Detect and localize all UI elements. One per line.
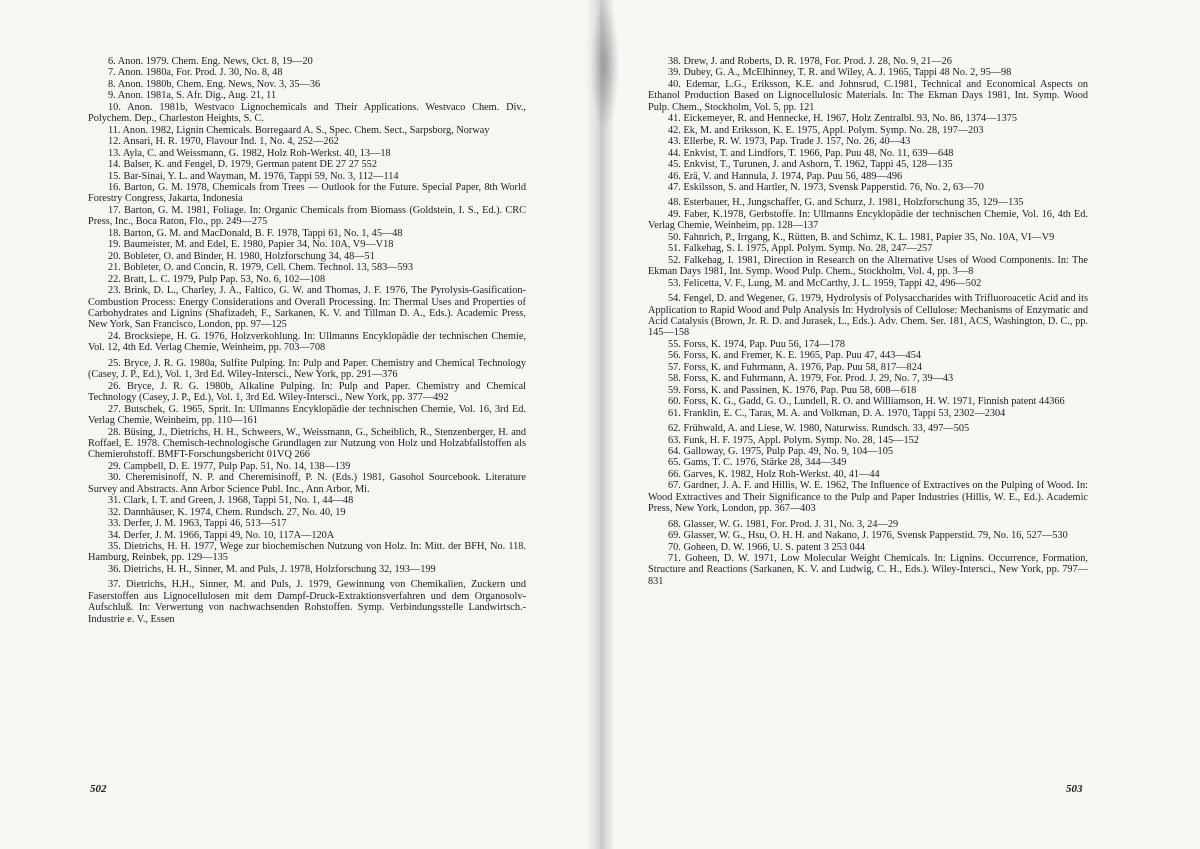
right-page-number: 503 xyxy=(1066,783,1083,795)
reference-entry: 44. Enkvist, T. and Lindfors, T. 1966, Pap. Puu 48, No. 11, 639—648 xyxy=(668,147,954,159)
reference-entry: 60. Forss, K. G., Gadd, G. O., Lundell, R. O. and Williamson, H. W. 1971, Finnish patent 44366 xyxy=(668,396,1065,408)
reference-entry: 58. Forss, K. and Fuhrmann, A. 1979, For. Prod. J. 29, No. 7, 39—43 xyxy=(668,373,954,385)
reference-entry: 21. Bobleter, O. and Concin, R. 1979, Cell. Chem. Technol. 13, 583—593 xyxy=(108,262,413,274)
reference-entry: 26. Bryce, J. R. G. 1980b, Alkaline Pulping. In: Pulp and Paper. Chemistry and Chemical Technology (Casey, J. P., Ed.), Vol. 1, 3rd Ed. Wiley-Intersci., New York, pp. 377—492 xyxy=(88,380,526,404)
reference-entry: 24. Brocksiepe, H. G. 1976, Holzverkohlung. In: Ullmanns Encyklopädie der technischen Chemie, Vol. 12, 4th Ed. Verlag Chemie, Weinheim, pp. 703—708 xyxy=(88,330,526,354)
reference-entry: 39. Dubey, G. A., McElhinney, T. R. and Wiley, A. J. 1965, Tappi 48 No. 2, 95—98 xyxy=(668,67,1012,79)
reference-entry: 64. Galloway, G. 1975, Pulp Pap. 49, No. 9, 104—105 xyxy=(668,445,893,457)
reference-entry: 13. Ayla, C. and Weissmann, G. 1982, Holz Roh-Werkst. 40, 13—18 xyxy=(108,147,391,159)
reference-entry: 9. Anon. 1981a, S. Afr. Dig., Aug. 21, 11 xyxy=(108,90,277,102)
reference-entry: 17. Barton, G. M. 1981, Foliage. In: Organic Chemicals from Biomass (Goldstein, I. S., Ed.). CRC Press, Inc., Boca Raton, Flo., pp. 249—275 xyxy=(88,204,526,228)
reference-entry: 49. Faber, K.1978, Gerbstoffe. In: Ullmanns Encyklopädie der technischen Chemie, Vol. 16, 4th Ed. Verlag Chemie, Weinheim, pp. 128—137 xyxy=(648,208,1088,232)
reference-entry: 71. Goheen, D. W. 1971, Low Molecular Weight Chemicals. In: Lignins. Occurrence, Formation, Structure and Reactions (Sarkanen, K. V. and Ludwig, C. H., Eds.). Wiley-Intersci., New York, pp. 797—831 xyxy=(648,553,1088,587)
reference-entry: 53. Felicetta, V. F., Lung, M. and McCarthy, J. L. 1959, Tappi 42, 496—502 xyxy=(668,277,982,289)
reference-entry: 68. Glasser, W. G. 1981, For. Prod. J. 31, No. 3, 24—29 xyxy=(668,518,899,530)
reference-entry: 36. Dietrichs, H. H., Sinner, M. and Puls, J. 1978, Holzforschung 32, 193—199 xyxy=(108,563,436,575)
reference-entry: 23. Brink, D. L., Charley, J. A., Faltico, G. W. and Thomas, J. F. 1976, The Pyrolysis-Gasification-Combustion Process: Energy Considerations and Overall Processing. In: Thermal Uses and Properties of Carbohydrates and Lignins (Shafizadeh, F., Sarkanen, K. V. and Tillman D. A., Eds.). Academic Press, New York, San Francisco, London, pp. 97—125 xyxy=(88,285,526,331)
reference-entry: 43. Ellerbe, R. W. 1973, Pap. Trade J. 157, No. 26, 40—43 xyxy=(668,136,911,148)
reference-entry: 6. Anon. 1979. Chem. Eng. News, Oct. 8, 19—20 xyxy=(108,56,313,67)
reference-entry: 66. Garves, K. 1982, Holz Roh-Werkst. 40, 41—44 xyxy=(668,468,880,480)
reference-entry: 40. Edemar, L.G., Eriksson, K.E. and Johnsrud, C.1981, Technical and Economical Aspects on Ethanol Production Based on Lignocellulosic Materials. In: The Ekman Days 1981, Int. Symp. Wood Pulp. Chem., Stockholm, Vol. 5, pp. 121 xyxy=(648,78,1088,113)
reference-entry: 22. Bratt, L. C. 1979, Pulp Pap. 53, No. 6, 102—108 xyxy=(108,273,326,285)
reference-entry: 29. Campbell, D. E. 1977, Pulp Pap. 51, No. 14, 138—139 xyxy=(108,460,351,472)
reference-entry: 28. Büsing, J., Dietrichs, H. H., Schweers, W., Weissmann, G., Scheiblich, R., Stenzenberger, H. and Roffael, E. 1978. Chemisch-technologische Grundlagen zur Nutzung von Holz und Holzabfallstoffen als Chemierohstoff. BMFT-Forschungsbericht 01VQ 266 xyxy=(88,426,526,461)
reference-entry: 48. Esterbauer, H., Jungschaffer, G. and Schurz, J. 1981, Holzforschung 35, 129—135 xyxy=(668,197,1024,209)
reference-entry: 37. Dietrichs, H.H., Sinner, M. and Puls, J. 1979, Gewinnung von Chemikalien, Zuckern und Faserstoffen aus Lignocellulosen mit dem Dampf-Druck-Extraktionsverfahren und dem Organosolv-Aufschluß. In: Verwertung von nachwachsenden Rohstoffen. Symp. Verbindungsstelle Landwirtsch.-Industrie e. V., Essen xyxy=(88,579,526,625)
reference-entry: 63. Funk, H. F. 1975, Appl. Polym. Symp. No. 28, 145—152 xyxy=(668,434,919,446)
reference-entry: 18. Barton, G. M. and MacDonald, B. F. 1978, Tappi 61, No. 1, 45—48 xyxy=(108,227,403,239)
left-page xyxy=(0,0,596,849)
reference-entry: 62. Frühwald, A. and Liese, W. 1980, Naturwiss. Rundsch. 33, 497—505 xyxy=(668,423,970,435)
reference-entry: 52. Falkehag, I. 1981, Direction in Research on the Alternative Uses of Wood Components. In: The Ekman Days 1981, Int. Symp. Wood Pulp. Chem., Stockholm, Vol. 4, pp. 3—8 xyxy=(648,254,1088,278)
reference-entry: 27. Butschek, G. 1965, Sprit. In: Ullmanns Encyklopädie der technischen Chemie, Vol. 16, 3rd Ed. Verlag Chemie, Weinheim, pp. 110—161 xyxy=(88,403,526,427)
reference-entry: 38. Drew, J. and Roberts, D. R. 1978, For. Prod. J. 28, No. 9, 21—26 xyxy=(668,56,952,67)
reference-entry: 42. Ek, M. and Eriksson, K. E. 1975, Appl. Polym. Symp. No. 28, 197—203 xyxy=(668,124,984,136)
reference-entry: 55. Forss, K. 1974, Pap. Puu 56, 174—178 xyxy=(668,338,846,350)
reference-entry: 14. Balser, K. and Fengel, D. 1979, German patent DE 27 27 552 xyxy=(108,159,377,171)
binding-smudge xyxy=(590,0,620,130)
left-reference-list xyxy=(88,56,526,625)
reference-entry: 31. Clark, I. T. and Green, J. 1968, Tappi 51, No. 1, 44—48 xyxy=(108,495,354,507)
reference-entry: 41. Eickemeyer, R. and Hennecke, H. 1967, Holz Zentralbl. 93, No. 86, 1374—1375 xyxy=(668,113,1018,125)
reference-entry: 12. Ansari, H. R. 1970, Flavour Ind. 1, No. 4, 252—262 xyxy=(108,136,339,148)
reference-entry: 65. Gams, T. C. 1976, Stärke 28, 344—349 xyxy=(668,457,847,469)
reference-entry: 25. Bryce, J. R. G. 1980a, Sulfite Pulping. In: Pulp and Paper. Chemistry and Chemical Technology (Casey, J. P., Ed.), Vol. 1, 3rd Ed. Wiley-Intersci., New York, pp. 291—376 xyxy=(88,357,526,381)
reference-entry: 11. Anon. 1982, Lignin Chemicals. Borregaard A. S., Spec. Chem. Sect., Sarpsborg, Norway xyxy=(108,124,490,136)
reference-entry: 67. Gardner, J. A. F. and Hillis, W. E. 1962, The Influence of Extractives on the Pulping of Wood. In: Wood Extractives and Their Significance to the Pulp and Paper Industries (Hillis, W. E., Ed.). Academic Press, New York, London, pp. 367—403 xyxy=(648,480,1088,515)
reference-entry: 54. Fengel, D. and Wegener, G. 1979, Hydrolysis of Polysaccharides with Trifluoroacetic Acid and its Application to Rapid Wood and Pulp Analysis In: Hydrolysis of Cellulose: Mechanisms of Enzymatic and Acid Catalysis (Brown, Jr. R. D. and Jurasek, L., Eds.). Adv. Chem. Ser. 181, ACS, Washington, D. C., pp. 145—158 xyxy=(648,293,1088,339)
reference-entry: 32. Dannhäuser, K. 1974, Chem. Rundsch. 27, No. 40, 19 xyxy=(108,506,346,518)
reference-entry: 19. Baumeister, M. and Edel, E. 1980, Papier 34, No. 10A, V9—V18 xyxy=(108,239,394,251)
reference-entry: 30. Cheremisinoff, N. P. and Cheremisinoff, P. N. (Eds.) 1981, Gasohol Sourcebook. Literature Survey and Abstracts. Ann Arbor Science Publ. Inc., Ann Arbor, Mi. xyxy=(88,472,526,495)
reference-entry: 50. Fahnrich, P., Irrgang, K., Rütten, B. and Schimz, K. L. 1981, Papier 35, No. 10A, VI—V9 xyxy=(668,231,1055,243)
reference-entry: 61. Franklin, E. C., Taras, M. A. and Volkman, D. A. 1970, Tappi 53, 2302—2304 xyxy=(668,407,1006,419)
reference-entry: 57. Forss, K. and Fuhrmann, A. 1976, Pap. Puu 58, 817—824 xyxy=(668,361,922,373)
reference-entry: 51. Falkehag, S. I. 1975, Appl. Polym. Symp. No. 28, 247—257 xyxy=(668,243,933,255)
left-page-number: 502 xyxy=(90,783,107,795)
reference-entry: 56. Forss, K. and Fremer, K. E. 1965, Pap. Puu 47, 443—454 xyxy=(668,350,921,362)
reference-entry: 7. Anon. 1980a, For. Prod. J. 30, No. 8, 48 xyxy=(108,67,283,79)
reference-entry: 46. Erä, V. and Hannula, J. 1974, Pap. Puu 56, 489—496 xyxy=(668,170,903,182)
reference-entry: 70. Goheen, D. W. 1966, U. S. patent 3 253 044 xyxy=(668,541,866,553)
reference-entry: 33. Derfer, J. M. 1963, Tappi 46, 513—517 xyxy=(108,518,287,530)
reference-entry: 15. Bar-Sinai, Y. L. and Wayman, M. 1976, Tappi 59, No. 3, 112—114 xyxy=(108,170,399,182)
reference-entry: 45. Enkvist, T., Turunen, J. and Ashorn, T. 1962, Tappi 45, 128—135 xyxy=(668,159,953,171)
reference-entry: 20. Bobleter, O. and Binder, H. 1980, Holzforschung 34, 48—51 xyxy=(108,250,375,262)
reference-entry: 69. Glasser, W. G., Hsu, O. H. H. and Nakano, J. 1976, Svensk Papperstid. 79, No. 16, 527—530 xyxy=(668,530,1068,542)
reference-entry: 35. Dietrichs, H. H. 1977, Wege zur biochemischen Nutzung von Holz. In: Mitt. der BFH, No. 118. Hamburg, Reinbek, pp. 129—135 xyxy=(88,541,526,564)
reference-entry: 59. Forss, K. and Passinen, K. 1976, Pap. Puu 58, 608—618 xyxy=(668,384,917,396)
reference-entry: 34. Derfer, J. M. 1966, Tappi 49, No. 10, 117A—120A xyxy=(108,529,335,541)
right-page xyxy=(604,0,1200,849)
reference-entry: 47. Eskilsson, S. and Hartler, N. 1973, Svensk Papperstid. 76, No. 2, 63—70 xyxy=(668,181,984,193)
reference-entry: 8. Anon. 1980b, Chem. Eng. News, Nov. 3, 35—36 xyxy=(108,78,321,90)
reference-entry: 16. Barton, G. M. 1978, Chemicals from Trees — Outlook for the Future. Special Paper, 8th World Forestry Congress, Jakarta, Indonesia xyxy=(88,181,526,205)
reference-entry: 10. Anon. 1981b, Westvaco Lignochemicals and Their Applications. Westvaco Chem. Div., Polychem. Dep., Charleston Heights, S. C. xyxy=(88,101,526,125)
right-reference-list xyxy=(648,56,1088,587)
